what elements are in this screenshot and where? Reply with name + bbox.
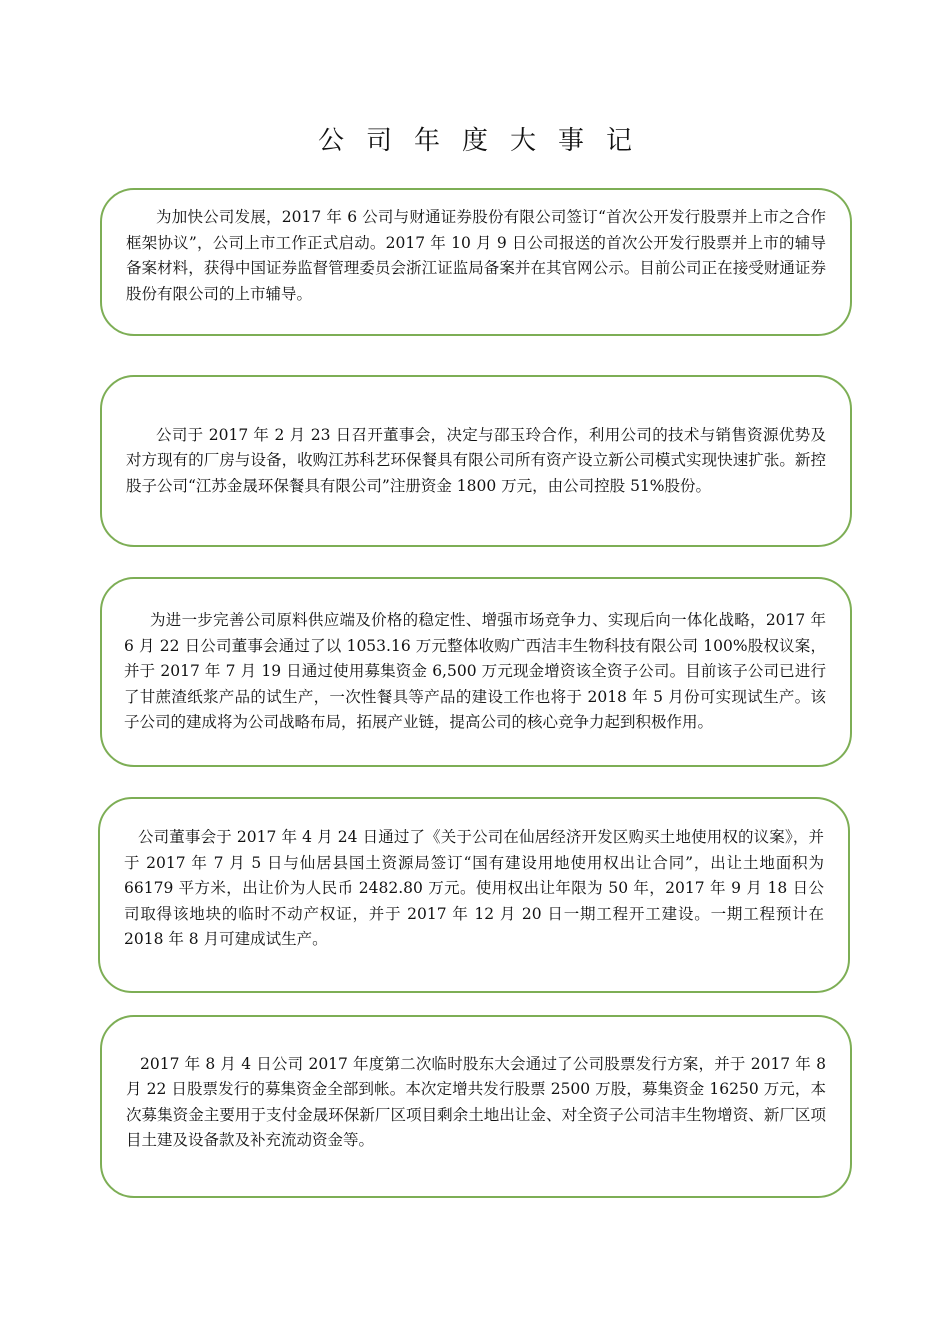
event-text: 公司董事会于 2017 年 4 月 24 日通过了《关于公司在仙居经济开发区购买土地使用权的议案》，并于 2017 年 7 月 5 日与仙居县国土资源局签订“国有建设用地使用权出让合同”，出让土地面积为 66179 平方米，出让价为人民币 2482.80 万元。使用权出让年限为 50 年，2017 年 9 月 18 日公司取得该地块的临时不动产权证，并于 2017 年 12 月 20 日一期工程开工建设。一期工程预计在 2018 年 8 月可建成试生产。 — [124, 828, 824, 949]
page-title: 公司年度大事记 — [317, 126, 654, 156]
event-card-land-purchase — [98, 797, 850, 993]
event-text: 2017 年 8 月 4 日公司 2017 年度第二次临时股东大会通过了公司股票发行方案，并于 2017 年 8 月 22 日股票发行的募集资金全部到帐。本次定增共发行股票 2500 万股，募集资金 16250 万元，本次募集资金主要用于支付金晟环保新厂区项目剩余土地出让金、对全资子公司洁丰生物增资、新厂区项目土建及设备款及补充流动资金等。 — [126, 1054, 826, 1149]
event-card-guangxi-acquisition — [100, 577, 852, 767]
event-text: 公司于 2017 年 2 月 23 日召开董事会，决定与邵玉玲合作，利用公司的技术与销售资源优势及对方现有的厂房与设备，收购江苏科艺环保餐具有限公司所有资产设立新公司模式实现快速扩张。新控股子公司“江苏金晟环保餐具有限公司”注册资金 1800 万元，由公司控股 51%股份。 — [126, 425, 826, 495]
event-card-jiangsu-subsidiary — [100, 375, 852, 547]
event-card-ipo — [100, 188, 852, 336]
event-card-share-issuance — [100, 1015, 852, 1198]
event-text: 为加快公司发展，2017 年 6 公司与财通证券股份有限公司签订“首次公开发行股票并上市之合作框架协议”，公司上市工作正式启动。2017 年 10 月 9 日公司报送的首次公开发行股票并上市的辅导备案材料，获得中国证券监督管理委员会浙江证监局备案并在其官网公示。目前公司正在接受财通证券股份有限公司的上市辅导。 — [126, 208, 826, 303]
event-text: 为进一步完善公司原料供应端及价格的稳定性、增强市场竞争力、实现后向一体化战略，2017 年 6 月 22 日公司董事会通过了以 1053.16 万元整体收购广西洁丰生物科技有限公司 100%股权议案，并于 2017 年 7 月 19 日通过使用募集资金 6,500 万元现金增资该全资子公司。目前该子公司已进行了甘蔗渣纸浆产品的试生产，一次性餐具等产品的建设工作也将于 2018 年 5 月份可实现试生产。该子公司的建成将为公司战略布局，拓展产业链，提高公司的核心竞争力起到积极作用。 — [124, 611, 826, 732]
